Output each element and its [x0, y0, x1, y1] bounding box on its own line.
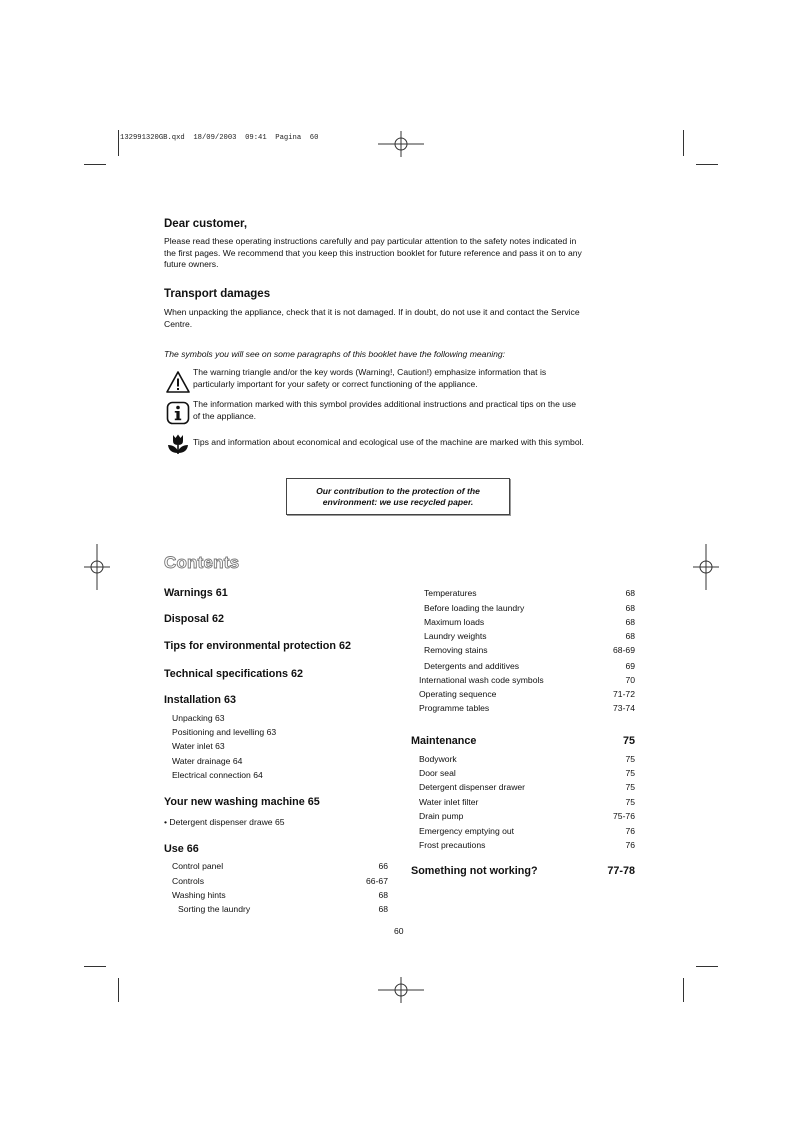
toc-item: Emergency emptying out: [419, 826, 515, 836]
symbols-intro: The symbols you will see on some paragraphs of this booklet have the following meaning:: [164, 349, 506, 359]
transport-heading: Transport damages: [164, 288, 271, 300]
toc-page-number: 66-67: [366, 876, 388, 886]
toc-page-number: 66: [378, 861, 388, 871]
toc-item: Electrical connection 64: [172, 770, 263, 780]
intro-paragraph: [164, 236, 582, 271]
page-number: 60: [394, 926, 404, 936]
toc-page-number: 69: [625, 661, 635, 671]
info-line: of the appliance.: [193, 410, 257, 421]
eco-note: Tips and information about economical and ecological use of the machine are marked with this symbol.: [193, 437, 584, 447]
toc-item: Bodywork: [419, 754, 457, 764]
toc-item: Water inlet 63: [172, 741, 225, 751]
toc-heading: Warnings 61: [164, 587, 228, 599]
toc-page-number: 75: [625, 754, 635, 764]
toc-page-number: 76: [625, 840, 635, 850]
intro-line: Please read these operating instructions carefully and pay particular attention to the safety notes indicated in: [164, 236, 577, 246]
toc-page-number: 77-78: [607, 865, 635, 877]
warning-note: [193, 367, 546, 390]
intro-line: the first pages. We recommend that you keep this instruction booklet for future reference and pass it on to any: [164, 247, 582, 258]
toc-page-number: 68: [625, 588, 635, 598]
registration-mark-icon: [693, 544, 719, 590]
toc-item: Removing stains: [424, 645, 488, 655]
toc-heading: Use 66: [164, 843, 199, 855]
toc-page-number: 73-74: [613, 703, 635, 713]
transport-line: Centre.: [164, 318, 193, 329]
toc-page-number: 76: [625, 826, 635, 836]
toc-item: Washing hints: [172, 890, 226, 900]
toc-heading: Your new washing machine 65: [164, 796, 320, 808]
toc-item: Before loading the laundry: [424, 603, 525, 613]
toc-item: Laundry weights: [424, 631, 487, 641]
warning-line: The warning triangle and/or the key words (Warning!, Caution!) emphasize information that is: [193, 367, 547, 377]
toc-heading: Maintenance: [411, 735, 477, 747]
contents-title: Contents: [164, 553, 240, 572]
toc-page-number: 68: [378, 890, 388, 900]
toc-heading: Tips for environmental protection 62: [164, 640, 351, 652]
toc-heading: Something not working?: [411, 865, 538, 877]
info-line: The information marked with this symbol provides additional instructions and practical tips on the use: [193, 399, 577, 409]
toc-item: International wash code symbols: [419, 675, 544, 685]
toc-item: Sorting the laundry: [178, 904, 251, 914]
recycled-line: Our contribution to the protection of the: [316, 486, 480, 496]
toc-heading: Installation 63: [164, 694, 236, 706]
toc-heading: Technical specifications 62: [164, 668, 304, 680]
toc-item: Water inlet filter: [419, 797, 479, 807]
warning-triangle-icon: [166, 370, 190, 394]
toc-item: Programme tables: [419, 703, 490, 713]
info-note: [193, 399, 576, 422]
toc-item: Drain pump: [419, 811, 464, 821]
toc-item: Controls: [172, 876, 204, 886]
registration-mark-icon: [84, 544, 110, 590]
toc-page-number: 75-76: [613, 811, 635, 821]
registration-mark-icon: [378, 977, 424, 1003]
toc-item: Positioning and levelling 63: [172, 727, 277, 737]
toc-page-number: 68-69: [613, 645, 635, 655]
toc-page-number: 68: [625, 617, 635, 627]
toc-item: Detergent dispenser drawer: [419, 782, 526, 792]
transport-line: When unpacking the appliance, check that it is not damaged. If in doubt, do not use it and contact the Service: [164, 307, 580, 317]
warning-line: particularly important for your safety or correct functioning of the appliance.: [193, 378, 478, 389]
intro-heading: Dear customer,: [164, 218, 248, 230]
toc-item: Temperatures: [424, 588, 477, 598]
toc-item: Control panel: [172, 861, 224, 871]
info-icon: [166, 401, 190, 425]
transport-paragraph: [164, 307, 580, 330]
toc-page-number: 70: [625, 675, 635, 685]
toc-item: Maximum loads: [424, 617, 485, 627]
toc-item: Operating sequence: [419, 689, 497, 699]
recycled-paper-box: [286, 478, 510, 515]
toc-item: Frost precautions: [419, 840, 486, 850]
print-slug: 132991320GB.qxd 18/09/2003 09:41 Pagina 60: [120, 134, 319, 142]
toc-item: Water drainage 64: [172, 756, 243, 766]
toc-page-number: 68: [625, 603, 635, 613]
toc-page-number: 75: [625, 797, 635, 807]
eco-flower-icon: [166, 432, 190, 456]
toc-item: Unpacking 63: [172, 713, 225, 723]
registration-mark-icon: [378, 131, 424, 157]
recycled-line: environment: we use recycled paper.: [322, 497, 474, 507]
intro-line: future owners.: [164, 259, 219, 270]
toc-page-number: 68: [625, 631, 635, 641]
toc-heading: Disposal 62: [164, 613, 225, 625]
toc-page-number: 71-72: [613, 689, 635, 699]
toc-page-number: 75: [625, 782, 635, 792]
toc-item: • Detergent dispenser drawe 65: [164, 817, 285, 827]
toc-item: Detergents and additives: [424, 661, 520, 671]
toc-page-number: 75: [622, 735, 635, 747]
toc-page-number: 68: [378, 904, 388, 914]
toc-item: Door seal: [419, 768, 456, 778]
toc-page-number: 75: [625, 768, 635, 778]
